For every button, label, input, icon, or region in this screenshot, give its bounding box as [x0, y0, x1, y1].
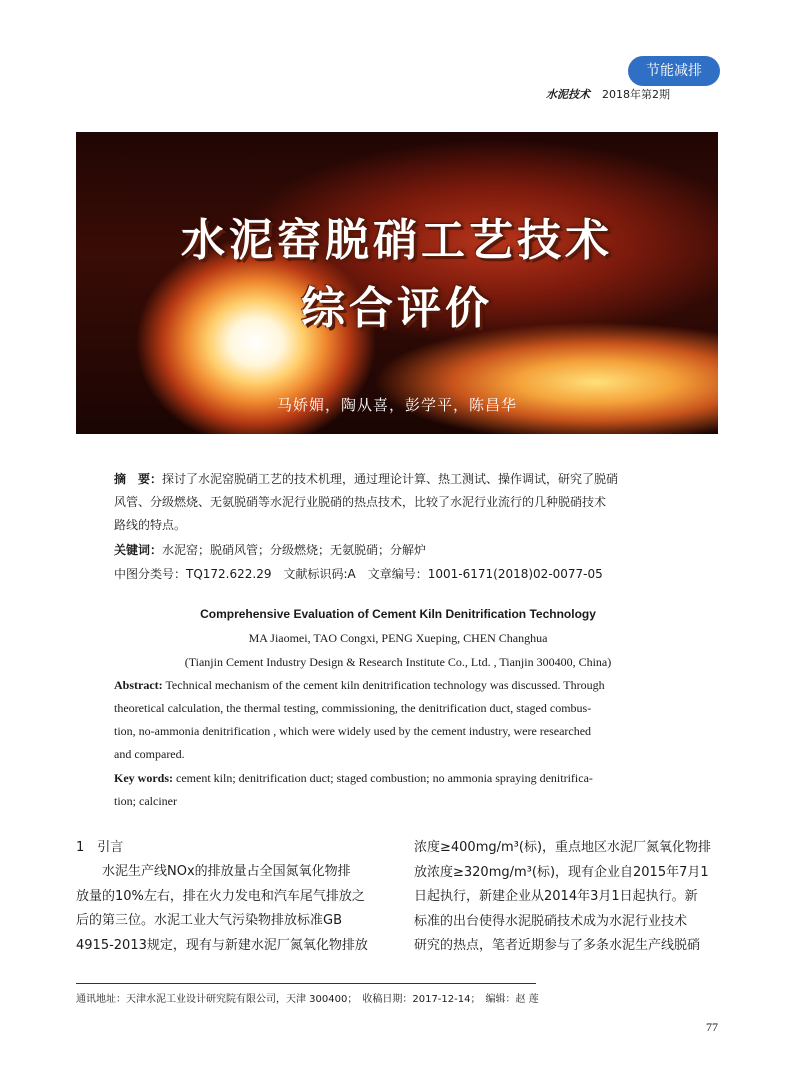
abstract-zh-text-1: 探讨了水泥窑脱硝工艺的技术机理，通过理论计算、热工测试、操作调试，研究了脱硝	[162, 472, 619, 486]
english-abstract-text-1: Technical mechanism of the cement kiln denitrification technology was discussed. Through	[162, 678, 605, 692]
english-title: Comprehensive Evaluation of Cement Kiln Denitrification Technology	[200, 607, 596, 621]
english-authors: MA Jiaomei, TAO Congxi, PENG Xueping, CHEN Changhua	[248, 631, 548, 645]
journal-header	[546, 86, 670, 102]
journal-issue: 2018年第2期	[602, 88, 670, 101]
section-heading-intro: 1 引言	[76, 840, 124, 855]
journal-name: 水泥技术	[546, 88, 590, 101]
abstract-zh-line-2: 风管、分级燃烧、无氨脱硝等水泥行业脱硝的热点技术，比较了水泥行业流行的几种脱硝技术	[114, 495, 607, 509]
abstract-zh-line-3: 路线的特点。	[114, 518, 187, 532]
body-right-line: 放浓度≥320mg/m³(标)，现有企业自2015年7月1	[414, 864, 709, 880]
title-banner	[76, 132, 718, 434]
abstract-zh-label: 摘 要：	[114, 472, 163, 486]
title-line-1: 水泥窑脱硝工艺技术	[181, 215, 613, 266]
body-right-line: 日起执行，新建企业从2014年3月1日起执行。新	[414, 889, 698, 904]
english-keywords-label: Key words:	[114, 771, 173, 785]
english-keywords-text-1: cement kiln; denitrification duct; staged combustion; no ammonia spraying denitrifica-	[173, 771, 593, 785]
english-abstract-line-4: and compared.	[114, 747, 185, 761]
classification-line: 中图分类号：TQ172.622.29 文献标识码:A 文章编号：1001-6171(2018)02-0077-05	[114, 567, 603, 581]
section-badge: 节能减排	[628, 56, 720, 86]
english-keywords-line-1	[114, 767, 682, 790]
keywords-zh-text: 水泥窑；脱硝风管；分级燃烧；无氨脱硝；分解炉	[162, 543, 427, 557]
body-right-line: 浓度≥400mg/m³(标)，重点地区水泥厂氮氧化物排	[414, 840, 712, 855]
english-abstract-line-2: theoretical calculation, the thermal testing, commissioning, the denitrification duct, staged combus-	[114, 701, 592, 715]
body-right-column	[414, 836, 720, 959]
abstract-zh-line-1	[114, 468, 684, 491]
english-keywords-line-2: tion; calciner	[114, 794, 177, 808]
authors-zh: 马娇媚，陶从喜，彭学平，陈昌华	[276, 396, 517, 414]
english-abstract-label: Abstract:	[114, 678, 163, 692]
footnote: 通讯地址：天津水泥工业设计研究院有限公司，天津 300400； 收稿日期：2017-12-14； 编辑：赵 莲	[76, 994, 539, 1005]
page-number: 77	[706, 1020, 718, 1034]
body-left-line: 4915-2013规定，现有与新建水泥厂氮氧化物排放	[76, 937, 368, 953]
body-right-line: 标准的出台使得水泥脱硝技术成为水泥行业技术	[414, 913, 688, 929]
english-abstract-line-1	[114, 674, 682, 697]
title-line-2: 综合评价	[301, 283, 493, 334]
english-abstract-line-3: tion, no-ammonia denitrification , which were widely used by the cement industry, were researched	[114, 724, 592, 738]
body-left-line: 放量的10%左右，排在火力发电和汽车尾气排放之	[76, 888, 365, 904]
footnote-divider	[76, 983, 536, 984]
body-left-line: 后的第三位。水泥工业大气污染物排放标准GB	[76, 913, 342, 928]
body-left-column	[76, 860, 382, 958]
body-right-line: 研究的热点，笔者近期参与了多条水泥生产线脱硝	[414, 938, 701, 953]
keywords-zh-label: 关键词：	[114, 543, 163, 557]
english-affiliation: (Tianjin Cement Industry Design & Research Institute Co., Ltd. , Tianjin 300400, China)	[184, 655, 612, 669]
body-left-line: 水泥生产线NOx的排放量占全国氮氧化物排	[76, 864, 351, 879]
keywords-zh	[114, 539, 684, 562]
